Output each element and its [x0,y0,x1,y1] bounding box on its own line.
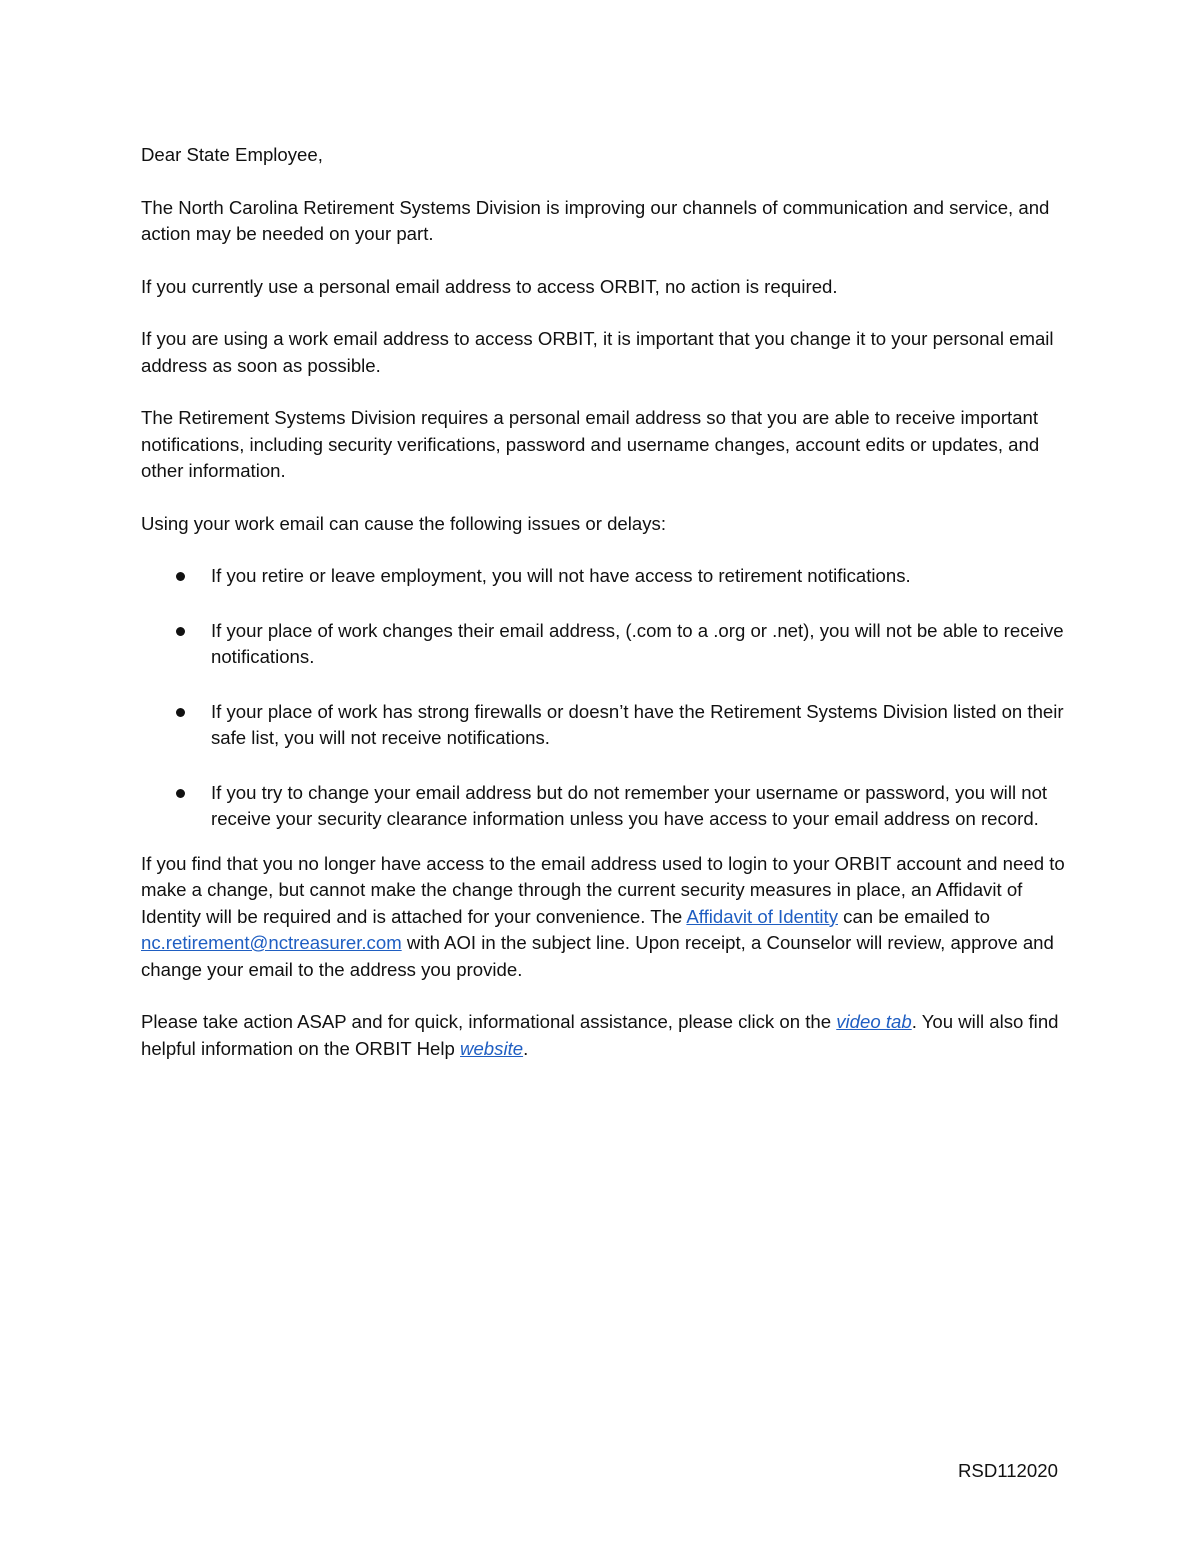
paragraph-work-email: If you are using a work email address to access ORBIT, it is important that you change it to your personal email address as soon as possible. [141,328,1054,376]
bullet-icon [176,708,185,717]
affidavit-text-after: with AOI in the subject line. Upon receipt, a Counselor will review, approve and change your email to the address you provide. [141,932,1054,980]
orbit-help-website-link[interactable]: website [460,1037,524,1059]
affidavit-of-identity-link[interactable]: Affidavit of Identity [686,905,838,927]
issue-text: If you retire or leave employment, you will not have access to retirement notifications. [211,565,911,586]
bullet-icon [176,789,185,798]
bullet-icon [176,627,185,636]
list-item [141,618,1066,671]
bullet-icon [176,572,185,581]
list-item [141,780,1066,833]
affidavit-text-middle: can be emailed to [838,905,990,927]
retirement-email-link[interactable]: nc.retirement@nctreasurer.com [141,932,402,953]
action-text-after: . [523,1037,529,1059]
greeting: Dear State Employee, [141,144,323,165]
paragraph-intro: The North Carolina Retirement Systems Division is improving our channels of communication and service, and action may be needed on your part. [141,196,1050,244]
issue-text: If you try to change your email address but do not remember your username or password, you will not receive your security clearance information unless you have access to your email address on record. [211,781,1048,829]
issue-text: If your place of work has strong firewalls or doesn’t have the Retirement Systems Division listed on their safe list, you will not receive notifications. [211,700,1064,748]
paragraph-personal-email: If you currently use a personal email address to access ORBIT, no action is required. [141,275,838,297]
list-item [141,699,1066,752]
affidavit-text-before: If you find that you no longer have access to the email address used to login to your ORBIT account and need to make a change, but cannot make the change through the current security measures in place, an Affidavit of Identity will be required and is attached for your convenience. The [141,852,1065,927]
issues-intro: Using your work email can cause the following issues or delays: [141,512,667,534]
list-item [141,563,1066,590]
paragraph-requirement: The Retirement Systems Division requires a personal email address so that you are able to receive important notifications, including security verifications, password and username changes, account edits or updates, and other information. [141,407,1040,481]
letter-body [141,142,1066,1088]
video-tab-link[interactable]: video tab [836,1011,912,1032]
paragraph-affidavit [141,851,1066,984]
action-text-before: Please take action ASAP and for quick, informational assistance, please click on the [141,1011,837,1032]
issues-list [141,563,1066,833]
paragraph-action [141,1009,1066,1062]
action-text-middle: . You will also find helpful information on the ORBIT Help [141,1011,1059,1059]
issue-text: If your place of work changes their email address, (.com to a .org or .net), you will not be able to receive notifications. [211,619,1064,667]
document-code: RSD112020 [958,1460,1058,1481]
